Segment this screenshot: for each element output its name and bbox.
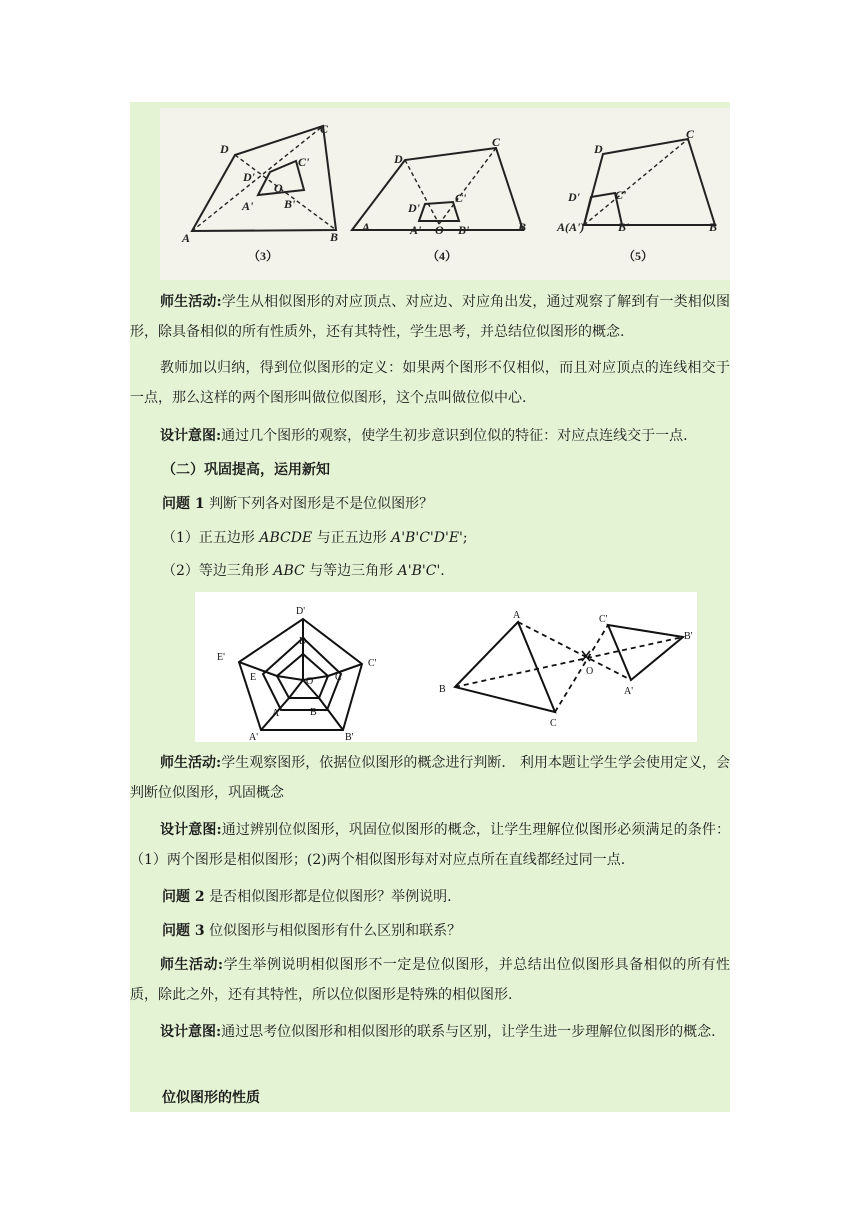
pentagon-label-a-prime: A' — [249, 732, 259, 742]
fig5-label-c-prime: C' — [615, 188, 627, 202]
bottom-heading: 位似图形的性质 — [162, 1090, 260, 1106]
shape-name: A'B'C' — [397, 563, 441, 579]
triangle-label-c: C — [550, 718, 557, 729]
pentagon-label-a: A — [272, 708, 280, 719]
question-label: 问题 3 — [162, 923, 205, 939]
fig4-caption: （4） — [427, 249, 458, 263]
question-2 — [162, 882, 452, 912]
paragraph-design-intent-1 — [130, 421, 730, 451]
pentagon-label-b-prime: B' — [345, 732, 354, 742]
fig3-label-o: O — [274, 181, 283, 195]
shape-name: A'B'C'D'E' — [391, 530, 463, 546]
shape-name: ABCDE — [259, 530, 313, 546]
fig3-label-d-prime: D' — [243, 170, 255, 184]
paragraph-text: 通过思考位似图形和相似图形的联系与区别，让学生进一步理解位似图形的概念. — [221, 1024, 716, 1040]
question-1-item-1 — [162, 523, 468, 553]
similar-figures-svg — [160, 108, 730, 280]
fig3-label-d: D — [220, 142, 229, 156]
item-end: ; — [462, 530, 468, 546]
label-activity: 师生活动: — [160, 957, 224, 973]
question-label: 问题 1 — [162, 496, 205, 512]
fig4-label-d: D — [394, 152, 403, 166]
paragraph-text: 学生举例说明相似图形不一定是位似图形，并总结出位似图形具备相似的所有性质，除此之外，还有其特性，所以位似图形是特殊的相似图形. — [130, 957, 731, 1003]
fig4-label-a-prime: A' — [410, 223, 422, 237]
item-prefix: （2）等边三角形 — [162, 563, 274, 579]
question-1-item-2 — [162, 556, 445, 586]
fig5-caption: （5） — [623, 249, 654, 263]
fig4-label-b: B — [518, 220, 527, 234]
triangle-label-c-prime: C' — [599, 614, 608, 625]
shape-name: ABC — [273, 563, 305, 579]
paragraph-teacher-student-activity-1 — [130, 287, 730, 347]
item-connector: 与等边三角形 — [304, 563, 398, 579]
paragraph-teacher-student-activity-3 — [130, 950, 730, 1010]
homothety-example-diagram — [195, 592, 697, 742]
question-text: 判断下列各对图形是不是位似图形？ — [209, 496, 434, 512]
fig4-label-c: C — [492, 135, 501, 149]
fig5-label-d-prime: D' — [568, 190, 580, 204]
triangle-label-a-prime: A' — [624, 686, 634, 697]
paragraph-design-intent-3 — [130, 1017, 730, 1047]
pentagon-label-c: C — [335, 672, 342, 683]
fig4-label-b-prime: B' — [458, 223, 470, 237]
paragraph-definition: 教师加以归纳，得到位似图形的定义：如果两个图形不仅相似，而且对应顶点的连线相交于一点，那么这样的两个图形叫做位似图形，这个点叫做位似中心. — [130, 360, 730, 406]
similar-figures-diagram — [160, 108, 730, 280]
section-heading: （二）巩固提高，运用新知 — [162, 462, 330, 478]
paragraph-text: 学生从相似图形的对应顶点、对应边、对应角出发，通过观察了解到有一类相似图形，除具备相似的所有性质外，还有其特性，学生思考，并总结位似图形的概念. — [130, 294, 730, 340]
paragraph-teacher-student-activity-2 — [130, 748, 730, 808]
question-text: 是否相似图形都是位似图形？举例说明. — [209, 889, 452, 905]
item-connector: 与正五边形 — [312, 530, 392, 546]
label-activity: 师生活动: — [160, 755, 222, 771]
paragraph-design-intent-2 — [130, 815, 730, 875]
pentagon-label-e: E — [250, 672, 257, 683]
pentagon-label-d: D — [299, 636, 307, 647]
fig3-label-c-prime: C' — [298, 155, 310, 169]
triangle-label-b-prime: B' — [684, 631, 693, 642]
label-design-intent: 设计意图: — [160, 1024, 222, 1040]
fig5-label-c: C — [686, 127, 695, 141]
fig4-label-c-prime: C' — [455, 191, 467, 205]
paragraph-text: 通过几个图形的观察，使学生初步意识到位似的特征：对应点连线交于一点. — [221, 428, 688, 444]
label-activity: 师生活动: — [160, 294, 222, 310]
fig3-label-a-prime: A' — [242, 199, 254, 213]
fig3-caption: （3） — [248, 249, 279, 263]
paragraph-text: 通过辨别位似图形，巩固位似图形的概念，让学生理解位似图形必须满足的条件：（1）两个图形是相似图形；(2)两个相似图形每对对应点所在直线都经过同一点. — [130, 822, 730, 868]
label-design-intent: 设计意图: — [160, 428, 222, 444]
question-text: 位似图形与相似图形有什么区别和联系？ — [209, 923, 462, 939]
fig4-label-a: A — [362, 220, 371, 234]
fig5-label-b-prime: B' — [618, 220, 630, 234]
pentagon-label-o: O — [306, 676, 314, 687]
question-label: 问题 2 — [162, 889, 205, 905]
fig3-label-c: C — [320, 122, 329, 136]
pentagon-label-e-prime: E' — [217, 652, 225, 663]
paragraph-text: 学生观察图形，依据位似图形的概念进行判断． 利用本题让学生学会使用定义，会判断位似图形，巩固概念 — [130, 755, 731, 801]
fig4-label-o: O — [435, 223, 444, 237]
label-design-intent: 设计意图: — [160, 822, 222, 838]
fig5-label-d: D — [594, 142, 603, 156]
triangle-label-a: A — [513, 610, 521, 621]
fig3-label-b-prime: B' — [284, 197, 296, 211]
triangle-label-o: O — [586, 666, 594, 677]
pentagon-label-c-prime: C' — [368, 658, 377, 669]
pentagon-label-d-prime: D' — [296, 606, 306, 617]
homothety-example-svg — [195, 592, 697, 742]
fig5-label-b: B — [709, 220, 718, 234]
item-end: . — [440, 563, 445, 579]
fig4-label-d-prime: D' — [408, 201, 420, 215]
pentagon-label-b: B — [310, 707, 317, 718]
fig3-label-a: A — [182, 231, 191, 245]
triangle-label-b: B — [439, 684, 446, 695]
question-1 — [162, 489, 433, 519]
fig3-label-b: B — [330, 230, 339, 244]
question-3 — [162, 916, 461, 946]
fig5-label-a: A(A') — [557, 220, 585, 234]
item-prefix: （1）正五边形 — [162, 530, 260, 546]
